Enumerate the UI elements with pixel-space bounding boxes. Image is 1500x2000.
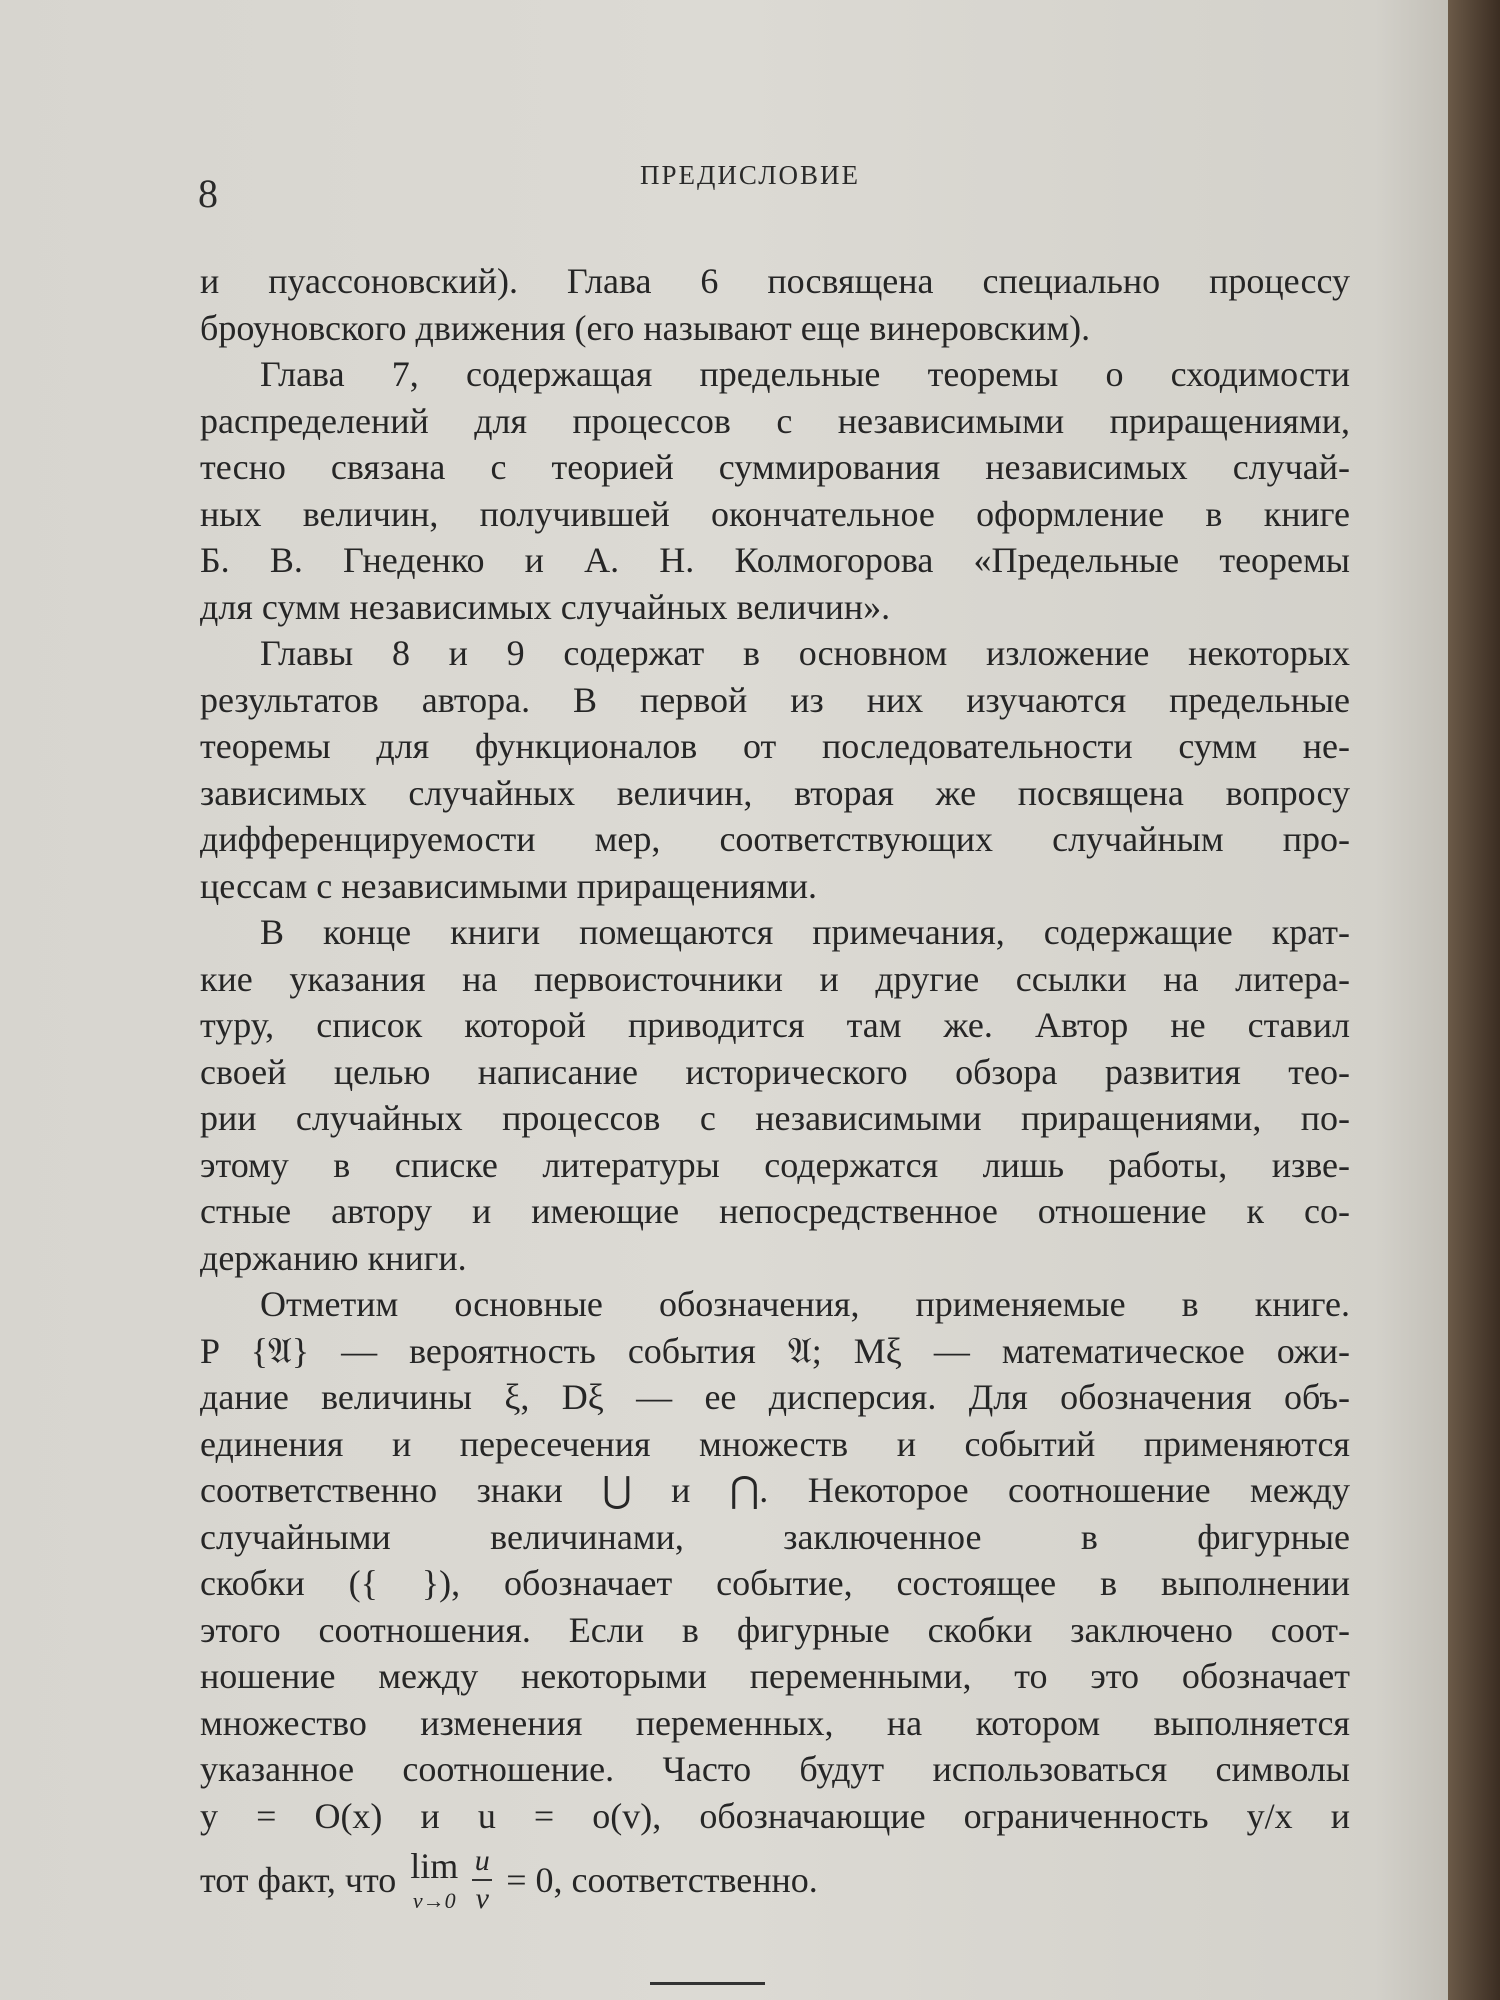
text-line: цессам с независимыми приращениями. (200, 865, 818, 906)
text-line: ных величин, получившей окончательное оформление в книге (200, 493, 1350, 534)
text-line: дифференцируемости мер, соответствующих случайным про- (200, 819, 1350, 859)
text-line: держанию книги. (200, 1237, 467, 1278)
text-line: множество изменения переменных, на котором выполняется (200, 1702, 1350, 1743)
text-line: стные автору и имеющие непосредственное отношение к со- (200, 1191, 1350, 1231)
text-line: для сумм независимых случайных величин». (200, 586, 891, 627)
text-line: теоремы для функционалов от последовательности сумм не- (200, 726, 1350, 766)
text-line: этому в списке литературы содержатся лишь работы, изве- (200, 1144, 1350, 1185)
page-number: 8 (198, 171, 218, 216)
text-line: y = O(x) и u = o(v), обозначающие ограниченность y/x и (200, 1795, 1350, 1836)
formula-text-before: тот факт, что (200, 1859, 397, 1900)
text-line: указанное соотношение. Часто будут использоваться символы (200, 1749, 1350, 1789)
text-line: тесно связана с теорией суммирования независимых случай- (200, 447, 1350, 487)
text-line: зависимых случайных величин, вторая же посвящена вопросу (200, 772, 1350, 813)
text-line: Отметим основные обозначения, применяемые в книге. (260, 1284, 1350, 1324)
text-line: Главы 8 и 9 содержат в основном изложение некоторых (260, 633, 1350, 673)
text-line: своей целью написание исторического обзора развития тео- (200, 1051, 1350, 1092)
text-line: P {𝔄} — вероятность события 𝔄; Mξ — математическое ожи- (200, 1330, 1350, 1371)
text-line: кие указания на первоисточники и другие ссылки на литера- (200, 958, 1350, 999)
text-line: туру, список которой приводится там же. Автор не ставил (200, 1005, 1350, 1045)
formula-text-after: = 0, соответственно. (506, 1859, 818, 1900)
running-title: ПРЕДИСЛОВИЕ (639, 160, 861, 190)
lim-label: lim (410, 1846, 459, 1886)
limit (410, 1848, 458, 1912)
numerator: u (474, 1844, 490, 1877)
text-line: единения и пересечения множеств и событий применяются (200, 1423, 1350, 1464)
text-line: результатов автора. В первой из них изучаются предельные (200, 679, 1350, 720)
text-line: скобки ({ }), обозначает событие, состоящее в выполнении (200, 1563, 1350, 1603)
fraction (472, 1846, 492, 1914)
text-line: ношение между некоторыми переменными, то это обозначает (200, 1656, 1350, 1696)
book-edge (1448, 0, 1500, 2000)
formula-line (200, 1845, 1350, 1915)
text-line: этого соотношения. Если в фигурные скобки заключено соот- (200, 1609, 1350, 1650)
text-line: дание величины ξ, Dξ — ее дисперсия. Для обозначения объ- (200, 1377, 1350, 1417)
text-line: распределений для процессов с независимыми приращениями, (200, 400, 1350, 441)
fraction-bar (472, 1879, 492, 1881)
text-line: Глава 7, содержащая предельные теоремы о сходимости (260, 354, 1350, 394)
lim-subscript: v→0 (412, 1888, 456, 1913)
text-line: В конце книги помещаются примечания, содержащие крат- (260, 912, 1350, 952)
page-body (200, 258, 1350, 1915)
bottom-rule (650, 1982, 765, 1985)
text-line: соответственно знаки ⋃ и ⋂. Некоторое соотношение между (200, 1470, 1350, 1510)
text-line: Б. В. Гнеденко и А. Н. Колмогорова «Предельные теоремы (200, 540, 1350, 580)
text-line: броуновского движения (его называют еще винеровским). (200, 307, 1091, 348)
denominator: v (475, 1882, 489, 1915)
text-line: рии случайных процессов с независимыми приращениями, по- (200, 1098, 1350, 1138)
text-line: случайными величинами, заключенное в фигурные (200, 1516, 1350, 1557)
text-line: и пуассоновский). Глава 6 посвящена специально процессу (200, 261, 1350, 301)
